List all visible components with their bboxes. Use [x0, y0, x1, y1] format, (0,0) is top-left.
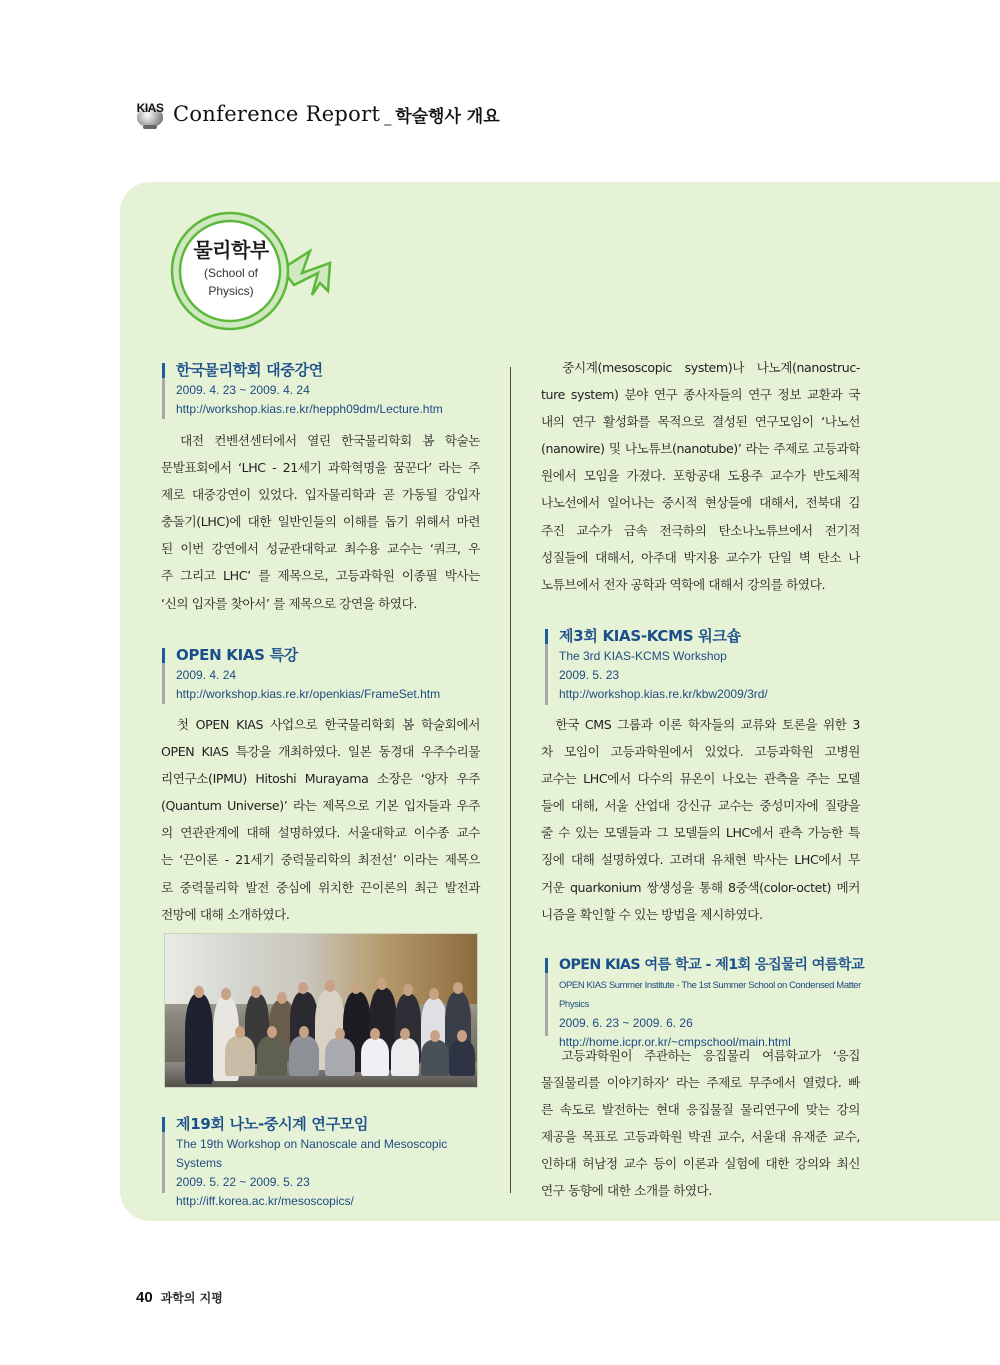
section-subtitle-en: The 3rd KIAS-KCMS Workshop: [559, 649, 727, 663]
header-title-ko: 학술행사 개요: [395, 106, 500, 127]
section-subtitle-en: OPEN KIAS Summer Institute - The 1st Summer School on Condensed Matter Physics: [559, 980, 861, 1010]
section-url-link[interactable]: http://iff.korea.ac.kr/mesoscopics/: [176, 1194, 354, 1208]
section-header-public-lecture: [162, 359, 492, 419]
section-date: 2009. 4. 24: [176, 668, 237, 682]
group-photo: [164, 933, 478, 1088]
badge-subtitle-1: (School of: [203, 266, 259, 280]
section-date: 2009. 4. 23 ~ 2009. 4. 24: [176, 383, 310, 397]
page-header: [133, 98, 500, 130]
section-url-link[interactable]: http://workshop.kias.re.kr/hepph09dm/Lecture.htm: [176, 402, 443, 416]
section-header-nano-meso-workshop: [162, 1113, 492, 1211]
badge-title: 물리학부: [193, 238, 269, 262]
section-url-link[interactable]: http://workshop.kias.re.kr/kbw2009/3rd/: [559, 687, 768, 701]
section-title: 한국물리학회 대중강연: [176, 361, 323, 379]
nano-meso-paragraph: 중시계(mesoscopic system)나 나노계(nanostruc- ture system) 분야 연구 종사자들의 연구 정보 교환과 국 내의 연구 활성화를 목적으로 결성된 연구모임이 ‘나노선 (nanowire) 및 나노튜브(nanotube)’ 라는 주제로 고등과학 원에서 모임을 가졌다. 포항공대 도용주 교수가 반도체적 나노선에서 일어나는 중시적 현상들에 대해서, 전북대 김 주진 교수가 금속 전극하의 탄소나노튜브에서 전기적 성질들에 대해서, 아주대 박지용 교수가 단일 벽 탄소 나 노튜브에서 전자 공학과 역학에 대해서 강의를 하였다.: [541, 360, 860, 592]
header-title-en: Conference Report: [173, 102, 381, 126]
section-paragraph: 고등과학원이 주관하는 응집물리 여름학교가 ‘응집 물질물리를 이야기하자’ 라는 주제로 무주에서 열렸다. 빠 른 속도로 발전하는 현대 응집물질 물리연구에 맞는 강의 제공을 목표로 고등과학원 박권 교수, 서울대 유재준 교수, 인하대 허남정 교수 등이 이론과 실험에 대한 강의와 최신 연구 동향에 대한 소개를 하였다.: [541, 1048, 860, 1199]
section-date: 2009. 5. 23: [559, 668, 620, 682]
section-title: OPEN KIAS 특강: [176, 646, 298, 664]
section-url-link[interactable]: http://workshop.kias.re.kr/openkias/FrameSet.htm: [176, 687, 441, 701]
header-separator: _: [384, 110, 392, 126]
section-title: 제19회 나노-중시계 연구모임: [176, 1115, 369, 1133]
kias-logo-icon: KIAS: [133, 99, 167, 129]
section-url-link[interactable]: http://home.icpr.or.kr/~cmpschool/main.html: [559, 1035, 791, 1049]
section-subtitle-en: The 19th Workshop on Nanoscale and Mesoscopic Systems: [176, 1137, 448, 1170]
section-title: OPEN KIAS 여름 학교 - 제1회 응집물리 여름학교: [559, 957, 865, 973]
section-header-open-kias-lecture: [162, 644, 492, 704]
section-header-kias-kcms-workshop: [545, 625, 875, 704]
section-paragraph: 대전 컨벤션센터에서 열린 한국물리학회 봄 학술논 문발표회에서 ‘LHC - 21세기 과학혁명을 꿈꾼다’ 라는 주 제로 대중강연이 있었다. 입자물리학과 곧 가동될 강입자 충돌기(LHC)에 대한 일반인들의 이해를 돕기 위해서 마련 된 이번 강연에서 성균관대학교 최수용 교수는 ‘쿼크, 우 주 그리고 LHC’ 를 제목으로, 고등과학원 이종필 박사는 ‘신의 입자를 찾아서’ 를 제목으로 강연을 하였다.: [161, 433, 480, 611]
page-number: 40: [136, 1289, 153, 1306]
column-divider: [510, 367, 511, 1193]
section-paragraph: 첫 OPEN KIAS 사업으로 한국물리학회 봄 학술회에서 OPEN KIAS 특강을 개최하였다. 일본 동경대 우주수리물 리연구소(IPMU) Hitoshi Murayama 소장은 ‘양자 우주 (Quantum Universe)’ 라는 제목으로 기본 입자들과 우주 의 연관관계에 대해 설명하였다. 서울대학교 이수종 교수 는 ‘끈이론 - 21세기 중력물리학의 최전선’ 이라는 제목으 로 중력물리학 발전 중심에 위치한 끈이론의 최근 발전과 전망에 대해 소개하였다.: [161, 717, 480, 922]
magazine-title: 과학의 지평: [160, 1291, 223, 1305]
section-date: 2009. 6. 23 ~ 2009. 6. 26: [559, 1016, 693, 1030]
section-header-summer-school: [545, 954, 875, 1052]
page-footer: [136, 1289, 223, 1306]
section-date: 2009. 5. 22 ~ 2009. 5. 23: [176, 1175, 310, 1189]
section-title: 제3회 KIAS-KCMS 워크숍: [559, 627, 741, 645]
badge-subtitle-2: Physics): [208, 284, 254, 298]
school-badge: [170, 211, 290, 331]
section-paragraph: 한국 CMS 그룹과 이론 학자들의 교류와 토론을 위한 3 차 모임이 고등과학원에서 있었다. 고등과학원 고병원 교수는 LHC에서 다수의 뮤온이 나오는 관측을 주는 모델 들에 대해, 서울 산업대 강신규 교수는 중성미자에 질량을 줄 수 있는 모델들과 그 모델들의 LHC에서 관측 가능한 특 징에 대해 설명하였다. 고려대 유채현 박사는 LHC에서 무 거운 quarkonium 쌍생성을 통해 8중색(color-octet) 메커 니즘을 확인할 수 있는 방법을 제시하였다.: [541, 717, 860, 922]
